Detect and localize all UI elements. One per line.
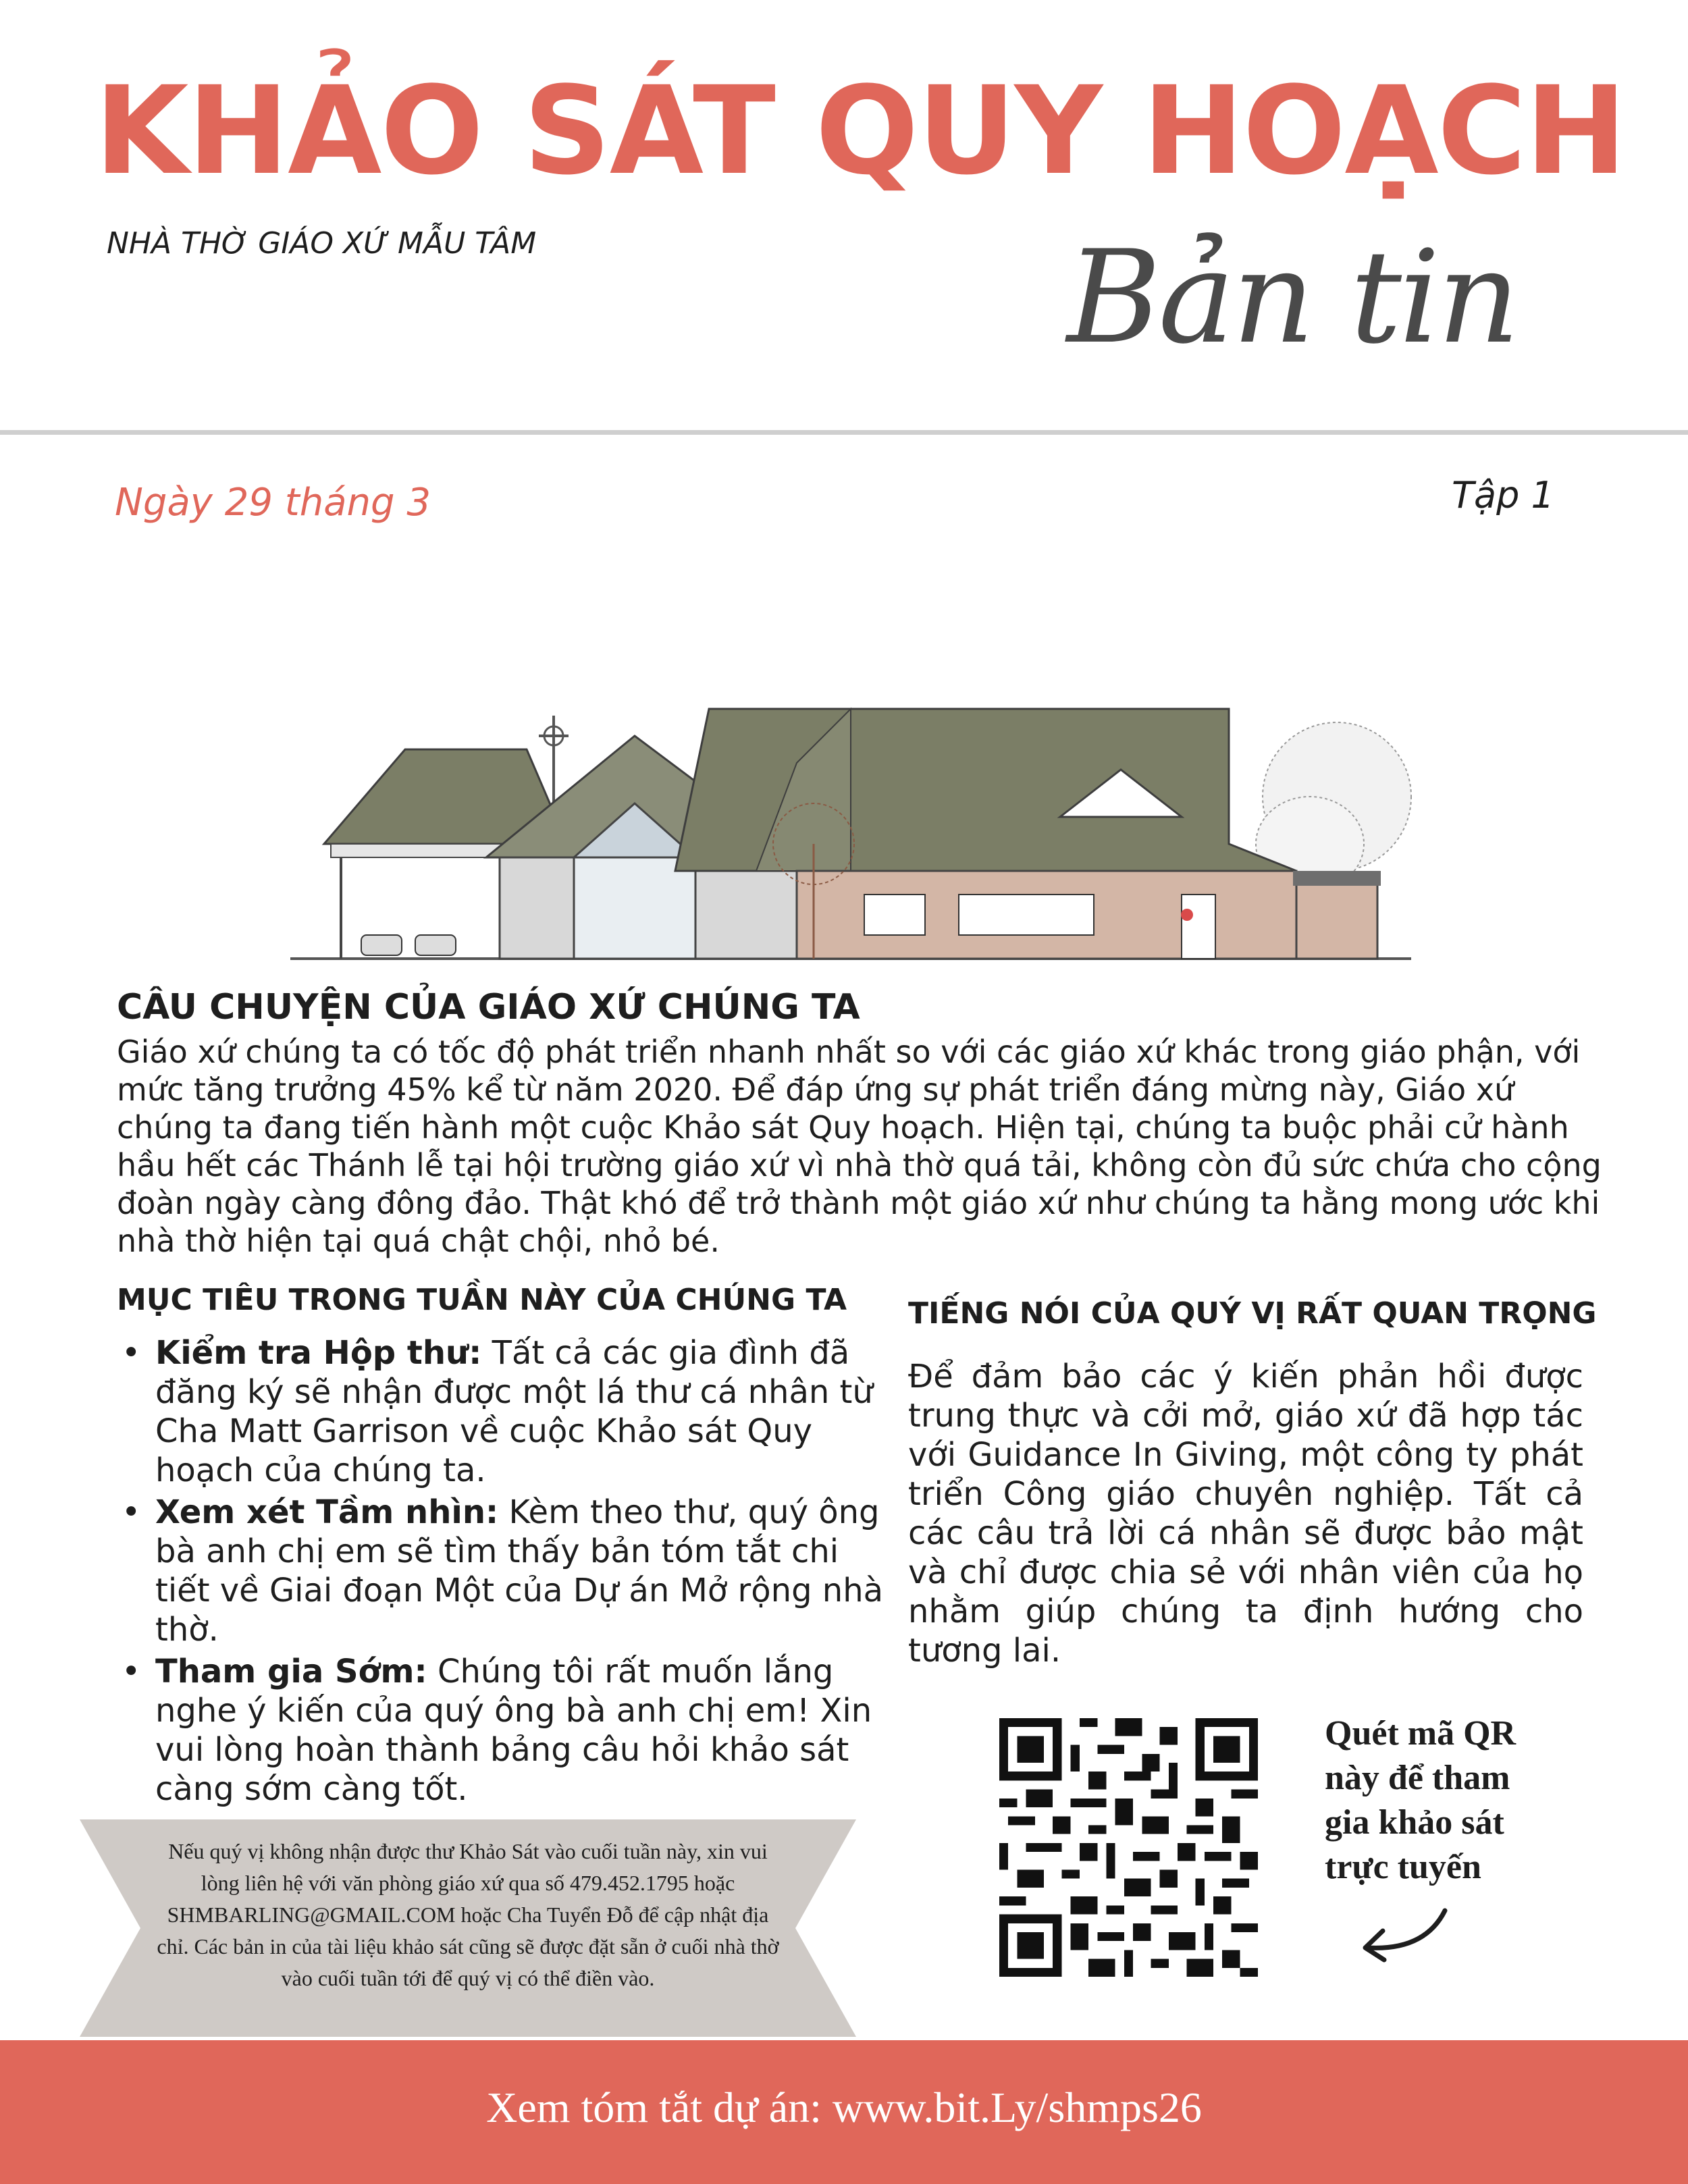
header-divider	[0, 430, 1688, 435]
goal-label: Xem xét Tầm nhìn:	[155, 1493, 499, 1531]
parish-name: NHÀ THỜ GIÁO XỨ MẪU TÂM	[107, 226, 537, 261]
newsletter-title: KHẢO SÁT QUY HOẠCH	[95, 61, 1626, 202]
qr-caption: Quét mã QR này để tham gia khảo sát trực tuyến	[1325, 1714, 1516, 1886]
arrow-left-icon	[1350, 1900, 1452, 1965]
church-illustration	[284, 641, 1418, 972]
notice-text: Nếu quý vị không nhận được thư Khảo Sát vào cuối tuần này, xin vui lòng liên hệ với văn phòng giáo xứ qua số 479.452.1795 hoặc SHMBARLING@GMAIL.COM hoặc Cha Tuyển Đỗ để cập nhật địa chỉ. Các bản in của tài liệu khảo sát cũng sẽ được đặt sẵn ở cuối nhà thờ vào cuối tuần tới để quý vị có thể điền vào.	[157, 1839, 779, 1990]
goal-item	[155, 1493, 891, 1649]
goal-item	[155, 1652, 891, 1809]
issue-date: Ngày 29 tháng 3	[115, 481, 431, 525]
goal-label: Kiểm tra Hộp thư:	[155, 1334, 482, 1372]
voice-heading: TIẾNG NÓI CỦA QUÝ VỊ RẤT QUAN TRỌNG	[908, 1296, 1597, 1331]
goal-text: Chúng tôi rất muốn lắng nghe ý kiến của quý ông bà anh chị em! Xin vui lòng hoàn thành bảng câu hỏi khảo sát càng sớm càng tốt.	[155, 1653, 872, 1808]
goal-text: Tất cả các gia đình đã đăng ký sẽ nhận được một lá thư cá nhân từ Cha Matt Garrison về cuộc Khảo sát Quy hoạch của chúng ta.	[155, 1334, 873, 1489]
script-title: Bản tin	[1067, 223, 1518, 372]
footer-link-text[interactable]: Xem tóm tắt dự án: www.bit.Ly/shmps26	[486, 2083, 1202, 2131]
goals-list	[115, 1333, 891, 1811]
goals-heading: MỤC TIÊU TRONG TUẦN NÀY CỦA CHÚNG TA	[117, 1283, 847, 1317]
story-body: Giáo xứ chúng ta có tốc độ phát triển nhanh nhất so với các giáo xứ khác trong giáo phận, với mức tăng trưởng 45% kể từ năm 2020. Để đáp ứng sự phát triển đáng mừng này, Giáo xứ chúng ta đang tiến hành một cuộc Khảo sát Quy hoạch. Hiện tại, chúng ta buộc phải cử hành hầu hết các Thánh lễ tại hội trường giáo xứ vì nhà thờ quá tải, không còn đủ sức chứa cho cộng đoàn ngày càng đông đảo. Thật khó để trở thành một giáo xứ như chúng ta hằng mong ước khi nhà thờ hiện tại quá chật chội, nhỏ bé.	[117, 1034, 1602, 1259]
notice-box	[80, 1819, 856, 2037]
story-heading: CÂU CHUYỆN CỦA GIÁO XỨ CHÚNG TA	[117, 987, 860, 1028]
goal-text: Kèm theo thư, quý ông bà anh chị em sẽ tìm thấy bản tóm tắt chi tiết về Giai đoạn Một của Dự án Mở rộng nhà thờ.	[155, 1493, 884, 1649]
goal-label: Tham gia Sớm:	[155, 1653, 427, 1690]
issue-volume: Tập 1	[1452, 474, 1554, 516]
qr-code-icon[interactable]	[999, 1718, 1258, 1977]
goal-item	[155, 1333, 891, 1490]
voice-body: Để đảm bảo các ý kiến phản hồi được trung thực và cởi mở, giáo xứ đã hợp tác với Guidance In Giving, một công ty phát triển Công giáo chuyên nghiệp. Tất cả các câu trả lời cá nhân sẽ được bảo mật và chỉ được chia sẻ với nhân viên của họ nhằm giúp chúng ta định hướng cho tương lai.	[908, 1358, 1583, 1670]
